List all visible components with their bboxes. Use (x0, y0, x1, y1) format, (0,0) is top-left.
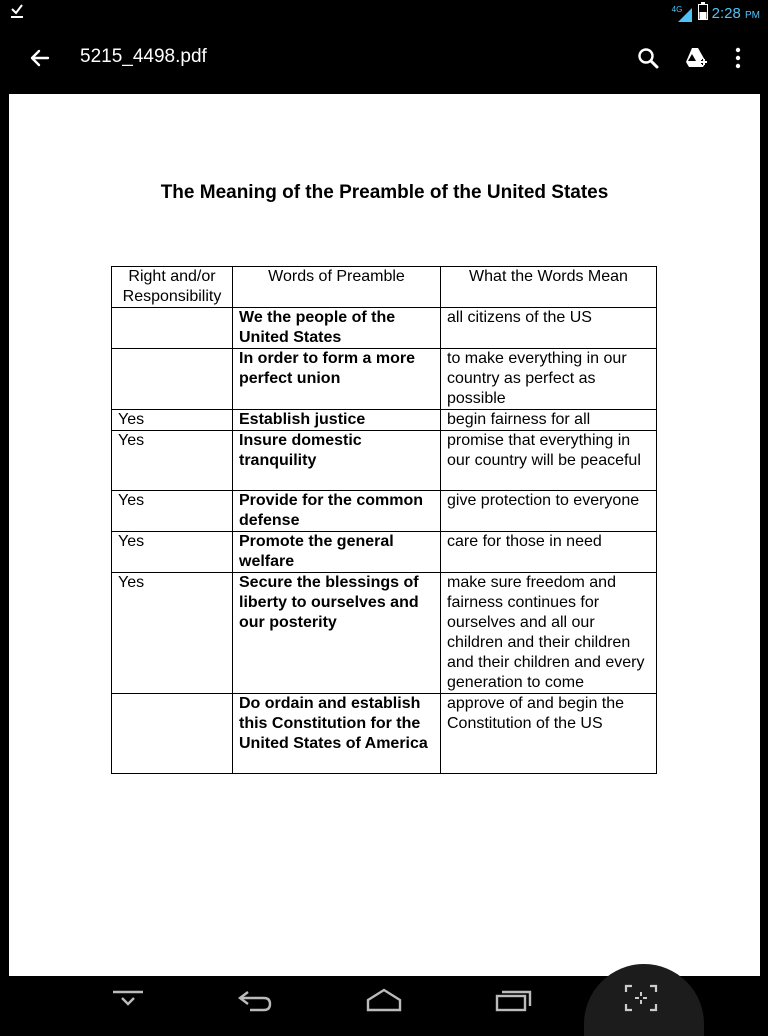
pdf-page[interactable] (9, 94, 760, 976)
app-bar (0, 24, 768, 92)
cell-right (112, 308, 233, 349)
more-vertical-icon[interactable] (724, 44, 752, 72)
document-title-bar: 5215_4498.pdf (80, 46, 207, 67)
table-row (112, 431, 657, 491)
arrow-left-icon[interactable] (26, 44, 54, 72)
page-title: The Meaning of the Preamble of the United States (160, 182, 609, 203)
battery-icon (698, 2, 708, 25)
search-icon[interactable] (634, 44, 662, 72)
table-header-row (112, 267, 657, 308)
clock-time: 2:28 (711, 5, 741, 22)
header-words: Words of Preamble (233, 267, 441, 308)
preamble-table (111, 266, 657, 774)
cell-right: Yes (112, 431, 233, 491)
table-row (112, 694, 657, 774)
cell-right: Yes (112, 410, 233, 431)
fullscreen-icon (624, 984, 658, 1017)
cell-right (112, 349, 233, 410)
table-row (112, 573, 657, 694)
cell-words: In order to form a more perfect union (233, 349, 441, 410)
cell-words: Do ordain and establish this Constitution for the United States of America (233, 694, 441, 774)
back-icon[interactable] (236, 986, 276, 1019)
cell-words: Secure the blessings of liberty to ourselves and our posterity (233, 573, 441, 694)
cell-words: We the people of the United States (233, 308, 441, 349)
cell-words: Insure domestic tranquility (233, 431, 441, 491)
cell-words: Provide for the common defense (233, 491, 441, 532)
cell-meaning: all citizens of the US (441, 308, 657, 349)
cell-meaning: care for those in need (441, 532, 657, 573)
status-bar (0, 0, 768, 24)
cell-meaning: begin fairness for all (441, 410, 657, 431)
table-row (112, 349, 657, 410)
network-type-label: 4G (671, 4, 683, 14)
table-row (112, 491, 657, 532)
table-row (112, 410, 657, 431)
recent-apps-icon[interactable] (494, 986, 534, 1019)
clock-ampm: PM (745, 10, 760, 21)
header-right: Right and/or Responsibility (112, 267, 233, 308)
cell-right: Yes (112, 491, 233, 532)
clock (712, 5, 760, 22)
cell-right (112, 694, 233, 774)
google-drive-add-icon[interactable] (682, 44, 710, 72)
cell-words: Promote the general welfare (233, 532, 441, 573)
navigation-bar (0, 976, 768, 1024)
cell-meaning: approve of and begin the Constitution of the US (441, 694, 657, 774)
cell-meaning: make sure freedom and fairness continues for ourselves and all our children and their children and their children and every generation to come (441, 573, 657, 694)
cell-right: Yes (112, 573, 233, 694)
cell-meaning: give protection to everyone (441, 491, 657, 532)
cell-meaning: to make everything in our country as perfect as possible (441, 349, 657, 410)
table-row (112, 308, 657, 349)
table-row (112, 532, 657, 573)
header-meaning: What the Words Mean (441, 267, 657, 308)
cell-right: Yes (112, 532, 233, 573)
cell-words: Establish justice (233, 410, 441, 431)
cell-meaning: promise that everything in our country will be peaceful (441, 431, 657, 491)
home-icon[interactable] (364, 986, 404, 1019)
download-done-icon (10, 3, 24, 24)
signal-icon (672, 5, 694, 23)
hide-keyboard-icon[interactable] (110, 986, 146, 1019)
